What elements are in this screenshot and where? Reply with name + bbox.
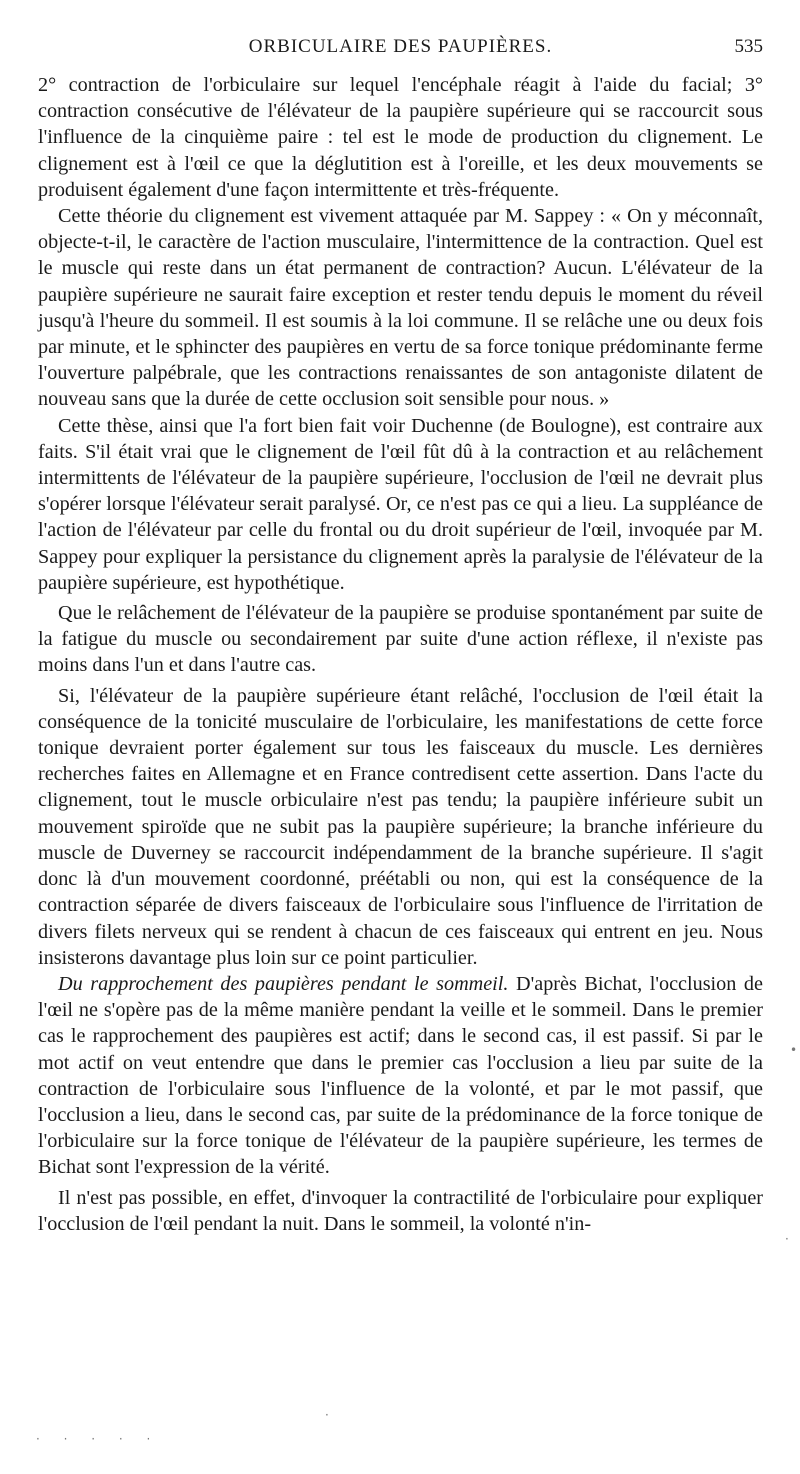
paragraph	[38, 600, 763, 679]
paragraph-text: Que le relâchement de l'élévateur de la paupière se produise spontanément par suite de la fatigue du muscle ou secondairement par suite d'une action réflexe, il n'existe pas moins dans l'un et dans l'autre cas.	[38, 602, 763, 677]
paragraph	[38, 72, 763, 203]
section-heading: Du rapprochement des paupières pendant le sommeil.	[58, 972, 509, 995]
paragraph	[38, 413, 763, 596]
paragraph-text: Si, l'élévateur de la paupière supérieure étant relâché, l'occlusion de l'œil était la conséquence de la tonicité musculaire de l'orbiculaire, les manifestations de cette force tonique devraient porter également sur tous les faisceaux du muscle. Les dernières recherches faites en Allemagne et en France contredisent cette assertion. Dans l'acte du clignement, tout le muscle orbiculaire n'est pas tendu; la paupière inférieure subit un mouvement spiroïde que ne subit pas la paupière supérieure; la branche inférieure du muscle de Duverney se raccourcit indépendamment de la branche supérieure. Il s'agit donc là d'un mouvement coordonné, préétabli ou non, qui est la conséquence de la contraction séparée de divers faisceaux de l'orbiculaire sous l'influence de l'irritation de divers filets nerveux qui se rendent à chacun de ces faisceaux qui entrent en jeu. Nous insisterons davantage plus loin sur ce point particulier.	[38, 684, 763, 969]
paragraph	[38, 203, 763, 413]
paragraph-text: Il n'est pas possible, en effet, d'invoquer la contractilité de l'orbiculaire pour expliquer l'occlusion de l'œil pendant la nuit. Dans le sommeil, la volonté n'in-	[38, 1186, 763, 1235]
margin-speck: · · · · ·	[36, 1432, 161, 1446]
paragraph	[38, 971, 763, 1181]
body-text	[38, 72, 763, 1237]
margin-speck: ·	[325, 1408, 329, 1422]
page-number: 535	[734, 36, 763, 57]
running-head	[38, 34, 763, 64]
paragraph-text: Cette théorie du clignement est vivement attaquée par M. Sappey : « On y méconnaît, objecte-t-il, le caractère de l'action musculaire, l'intermittence de la contraction. Quel est le muscle qui reste dans un état permanent de contraction? Aucun. L'élévateur de la paupière supérieure ne saurait faire exception et rester tendu depuis le moment du réveil jusqu'à l'heure du sommeil. Il est soumis à la loi commune. Il se relâche une ou deux fois par minute, et le sphincter des paupières en vertu de sa force tonique prédominante ferme l'ouverture palpébrale, que les contractions renaissantes de son antagoniste dilatent de nouveau sans que la durée de cette occlusion soit sensible pour nous. »	[38, 205, 763, 411]
running-title: ORBICULAIRE DES PAUPIÈRES.	[248, 36, 553, 57]
margin-speck: •	[790, 1043, 798, 1057]
margin-speck: ·	[785, 1232, 789, 1246]
paragraph-text: D'après Bichat, l'occlusion de l'œil ne s'opère pas de la même manière pendant la veille et le sommeil. Dans le premier cas le rapprochement des paupières est actif; dans le second cas, il est passif. Si par le mot actif on veut entendre que dans le premier cas l'occlusion a lieu par suite de la contraction de l'orbiculaire sous l'influence de la volonté, et par le mot passif, que l'occlusion a lieu, dans le second cas, par suite de la prédominance de la force tonique de l'orbiculaire sur la force tonique de l'élévateur de la paupière supérieure, les termes de Bichat sont l'expression de la vérité.	[38, 972, 763, 1179]
paragraph-text: Cette thèse, ainsi que l'a fort bien fait voir Duchenne (de Boulogne), est contraire aux faits. S'il était vrai que le clignement de l'œil fût dû à la contraction et au relâchement intermittents de l'élévateur de la paupière supérieure, l'occlusion de l'œil ne devrait plus s'opérer lorsque l'élévateur serait paralysé. Or, ce n'est pas ce qui a lieu. La suppléance de l'action de l'élévateur par celle du frontal ou du droit supérieur de l'œil, invoquée par M. Sappey pour expliquer la persistance du clignement après la paralysie de l'élévateur de la paupière supérieure, est hypothétique.	[38, 414, 763, 594]
paragraph	[38, 1185, 763, 1237]
paragraph	[38, 683, 763, 971]
paragraph-text: 2° contraction de l'orbiculaire sur lequel l'encéphale réagit à l'aide du facial; 3° contraction consécutive de l'élévateur de la paupière supérieure qui se raccourcit sous l'influence de la cinquième paire : tel est le mode de production du clignement. Le clignement est à l'œil ce que la déglutition est à l'oreille, et les deux mouvements se produisent également d'une façon intermittente et très-fréquente.	[38, 74, 763, 201]
